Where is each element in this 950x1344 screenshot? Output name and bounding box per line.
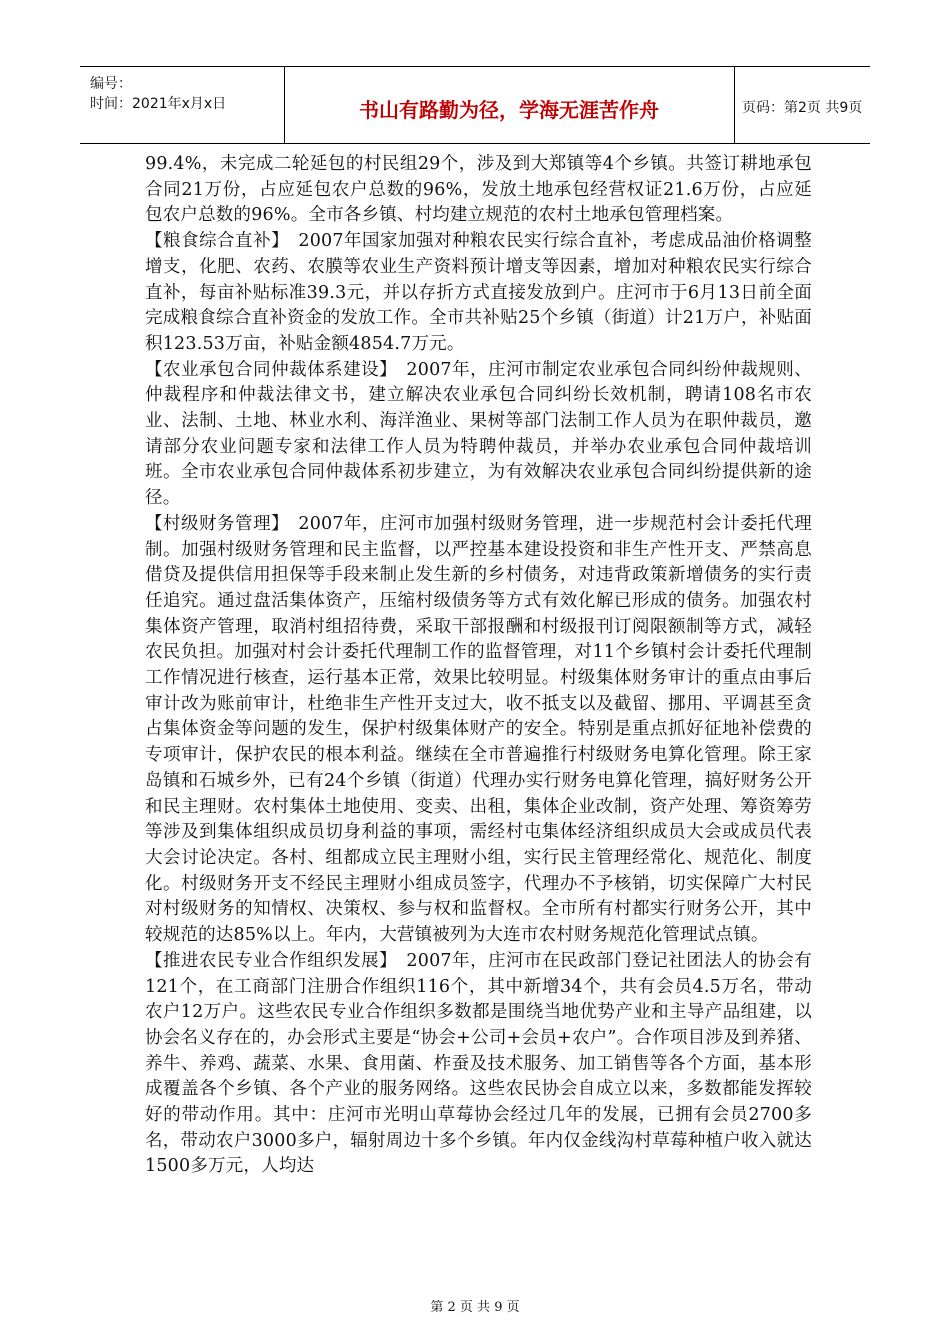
header-page-cell: [734, 67, 870, 143]
page-footer: 第 2 页 共 9 页: [430, 1300, 520, 1315]
document-time-label: 时间：2021年x月x日: [90, 96, 227, 112]
header-page-info: 页码：第2页 共9页: [742, 100, 863, 116]
header-motto: 书山有路勤为径，学海无涯苦作舟: [359, 98, 659, 122]
header-meta-cell: [80, 67, 285, 143]
paragraph-village-finance: 【村级财务管理】 2007年，庄河市加强村级财务管理，进一步规范村会计委托代理制。加强村级财务管理和民主监督，以严控基本建设投资和非生产性开支、严禁高息借贷及提供信用担保等手段来制止发生新的乡村债务，对违背政策新增债务的实行责任追究。通过盘活集体资产，压缩村级债务等方式有效化解已形成的债务。加强农村集体资产管理，取消村组招待费，采取干部报酬和村级报刊订阅限额制等方式，减轻农民负担。加强对村会计委托代理制工作的监督管理，对11个乡镇村会计委托代理制工作情况进行核查，运行基本正常，效果比较明显。村级集体财务审计的重点由事后审计改为账前审计，杜绝非生产性开支过大，收不抵支以及截留、挪用、平调甚至贪占集体资金等问题的发生，保护村级集体财产的安全。特别是重点抓好征地补偿费的专项审计，保护农民的根本利益。继续在全市普遍推行村级财务电算化管理。除王家岛镇和石城乡外，已有24个乡镇（街道）代理办实行财务电算化管理，搞好财务公开和民主理财。农村集体土地使用、变卖、出租，集体企业改制，资产处理、筹资筹劳等涉及到集体组织成员切身利益的事项，需经村屯集体经济组织成员大会或成员代表大会讨论决定。各村、组都成立民主理财小组，实行民主管理经常化、规范化、制度化。村级财务开支不经民主理财小组成员签字，代理办不予核销，切实保障广大村民对村级财务的知情权、决策权、参与权和监督权。全市所有村都实行财务公开，其中较规范的达85%以上。年内，大营镇被列为大连市农村财务规范化管理试点镇。: [145, 513, 812, 946]
paragraph-continuation: 99.4%，未完成二轮延包的村民组29个，涉及到大郑镇等4个乡镇。共签订耕地承包合同21万份，占应延包农户总数的96%，发放土地承包经营权证21.6万份，占应延包农户总数的96%。全市各乡镇、村均建立规范的农村土地承包管理档案。: [145, 154, 812, 226]
document-body: [145, 152, 812, 1180]
page-header: [80, 66, 870, 144]
paragraph-grain-subsidy: 【粮食综合直补】 2007年国家加强对种粮农民实行综合直补，考虑成品油价格调整增支，化肥、农药、农膜等农业生产资料预计增支等因素，增加对种粮农民实行综合直补，每亩补贴标准39.3元，并以存折方式直接发放到户。庄河市于6月13日前全面完成粮食综合直补资金的发放工作。全市共补贴25个乡镇（街道）计21万户，补贴面积123.53万亩，补贴金额4854.7万元。: [145, 231, 812, 354]
paragraph-cooperatives: 【推进农民专业合作组织发展】 2007年，庄河市在民政部门登记社团法人的协会有121个，在工商部门注册合作组织116个，其中新增34个，共有会员4.5万名，带动农户12万户。这些农民专业合作组织多数都是围绕当地优势产业和主导产品组建，以协会名义存在的，办会形式主要是“协会+公司+会员+农户”。合作项目涉及到养猪、养牛、养鸡、蔬菜、水果、食用菌、柞蚕及技术服务、加工销售等各个方面，基本形成覆盖各个乡镇、各个产业的服务网络。这些农民协会自成立以来，多数都能发挥较好的带动作用。其中：庄河市光明山草莓协会经过几年的发展，已拥有会员2700多名，带动农户3000多户，辐射周边十多个乡镇。年内仅金线沟村草莓种植户收入就达1500多万元，人均达: [145, 950, 812, 1177]
document-number-label: 编号：: [90, 76, 132, 92]
paragraph-contract-arbitration: 【农业承包合同仲裁体系建设】 2007年，庄河市制定农业承包合同纠纷仲裁规则、仲裁程序和仲裁法律文书，建立解决农业承包合同纠纷长效机制，聘请108名市农业、法制、土地、林业水利、海洋渔业、果树等部门法制工作人员为在职仲裁员，邀请部分农业问题专家和法律工作人员为特聘仲裁员，并举办农业承包合同仲裁培训班。全市农业承包合同仲裁体系初步建立，为有效解决农业承包合同纠纷提供新的途径。: [145, 359, 812, 509]
header-motto-cell: [284, 67, 735, 143]
